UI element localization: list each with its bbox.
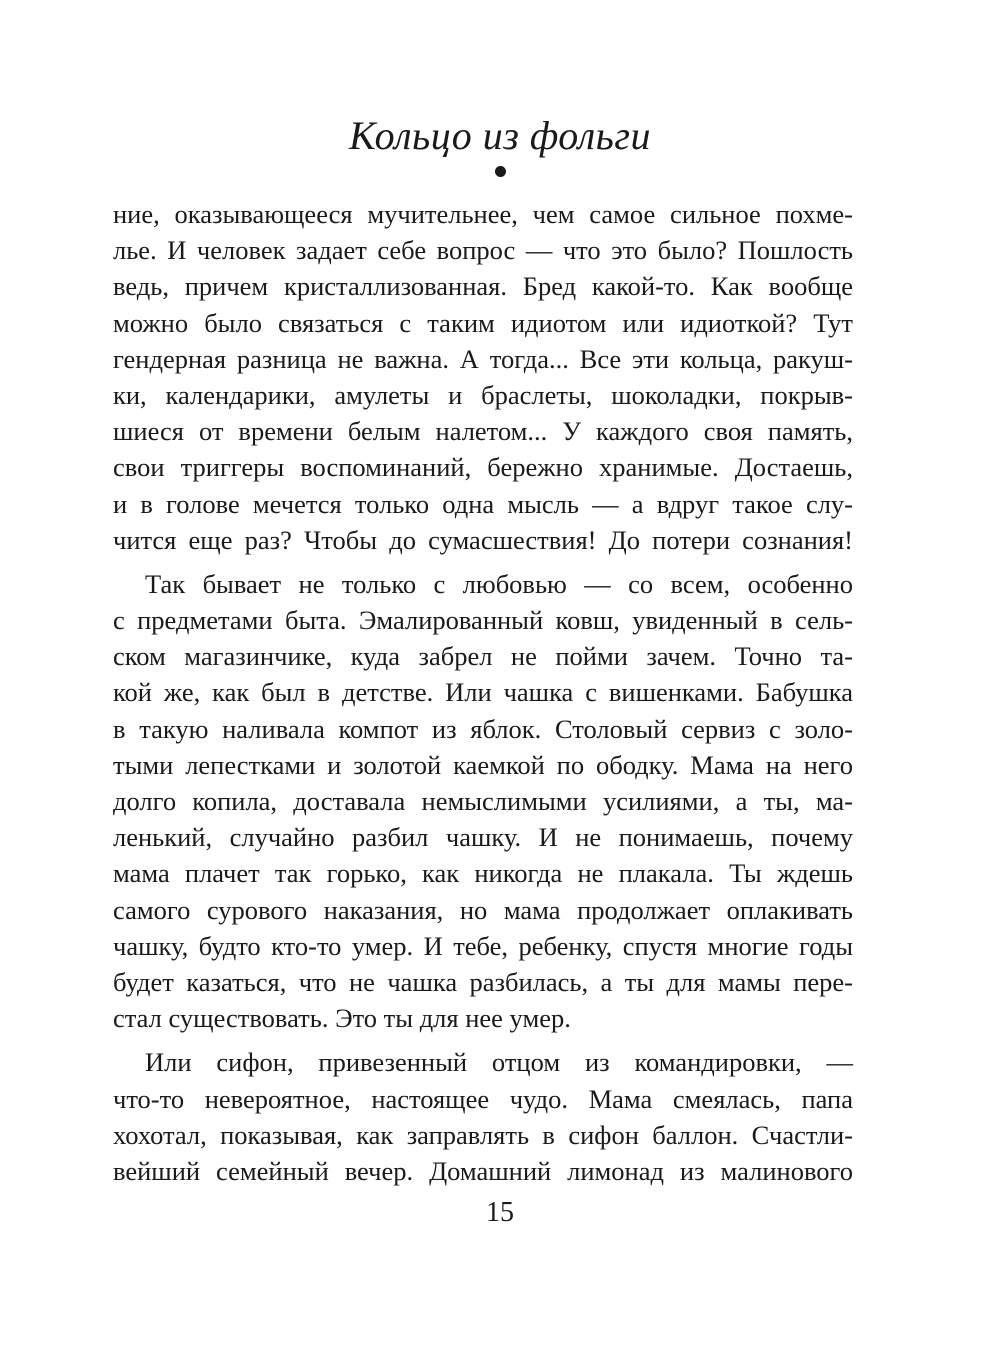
text-line: чашку, будто кто-то умер. И тебе, ребенку, спустя многие годы xyxy=(113,930,853,961)
paragraph-1 xyxy=(113,196,853,558)
text-line: ском магазинчике, куда забрел не пойми зачем. Точно та- xyxy=(113,641,853,672)
text-line: ленький, случайно разбил чашку. И не понимаешь, почему xyxy=(113,822,853,853)
text-line: чится еще раз? Чтобы до сумасшествия! До потери сознания! xyxy=(113,524,853,555)
text-line: самого сурового наказания, но мама продолжает оплакивать xyxy=(113,894,853,925)
text-line: свои триггеры воспоминаний, бережно хранимые. Достаешь, xyxy=(113,452,853,483)
text-line: хохотал, показывая, как заправлять в сифон баллон. Счастли- xyxy=(113,1119,853,1150)
text-line: стал существовать. Это ты для нее умер. xyxy=(113,1003,571,1034)
text-line: будет казаться, что не чашка разбилась, а ты для мамы пере- xyxy=(113,966,853,997)
text-line: вейший семейный вечер. Домашний лимонад из малинового xyxy=(113,1155,853,1186)
running-title: Кольцо из фольги xyxy=(349,113,651,158)
page-number: 15 xyxy=(486,1197,514,1228)
text-line: Так бывает не только с любовью — со всем, особенно xyxy=(145,568,853,599)
text-line: гендерная разница не важна. А тогда... Все эти кольца, ракуш- xyxy=(113,343,853,374)
text-line: мама плачет так горько, как никогда не плакала. Ты ждешь xyxy=(113,858,853,889)
text-line: что-то невероятное, настоящее чудо. Мама смеялась, папа xyxy=(113,1083,853,1114)
text-line: Или сифон, привезенный отцом из командировки, — xyxy=(145,1047,853,1078)
page-body xyxy=(113,196,853,1189)
text-line: и в голове мечется только одна мысль — а вдруг такое слу- xyxy=(113,488,853,519)
text-line: кой же, как был в детстве. Или чашка с вишенками. Бабушка xyxy=(113,677,853,708)
text-line: ведь, причем кристаллизованная. Бред какой-то. Как вообще xyxy=(113,271,853,302)
text-line: в такую наливала компот из яблок. Столовый сервиз с золо- xyxy=(113,713,853,744)
paragraph-3 xyxy=(113,1044,853,1189)
text-line: с предметами быта. Эмалированный ковш, увиденный в сель- xyxy=(113,605,853,636)
text-line: можно было связаться с таким идиотом или идиоткой? Тут xyxy=(113,307,853,338)
title-bullet-ornament xyxy=(495,166,506,177)
text-line: тыми лепестками и золотой каемкой по ободку. Мама на него xyxy=(113,749,853,780)
text-line: ки, календарики, амулеты и браслеты, шоколадки, покрыв- xyxy=(113,379,853,410)
text-line: шиеся от времени белым налетом... У каждого своя память, xyxy=(113,416,853,447)
text-line: ние, оказывающееся мучительнее, чем самое сильное похме- xyxy=(113,199,853,229)
text-line: лье. И человек задает себе вопрос — что это было? Пошлость xyxy=(113,235,853,266)
paragraph-2 xyxy=(113,566,853,1036)
text-line: долго копила, доставала немыслимыми усилиями, а ты, ма- xyxy=(113,786,853,816)
